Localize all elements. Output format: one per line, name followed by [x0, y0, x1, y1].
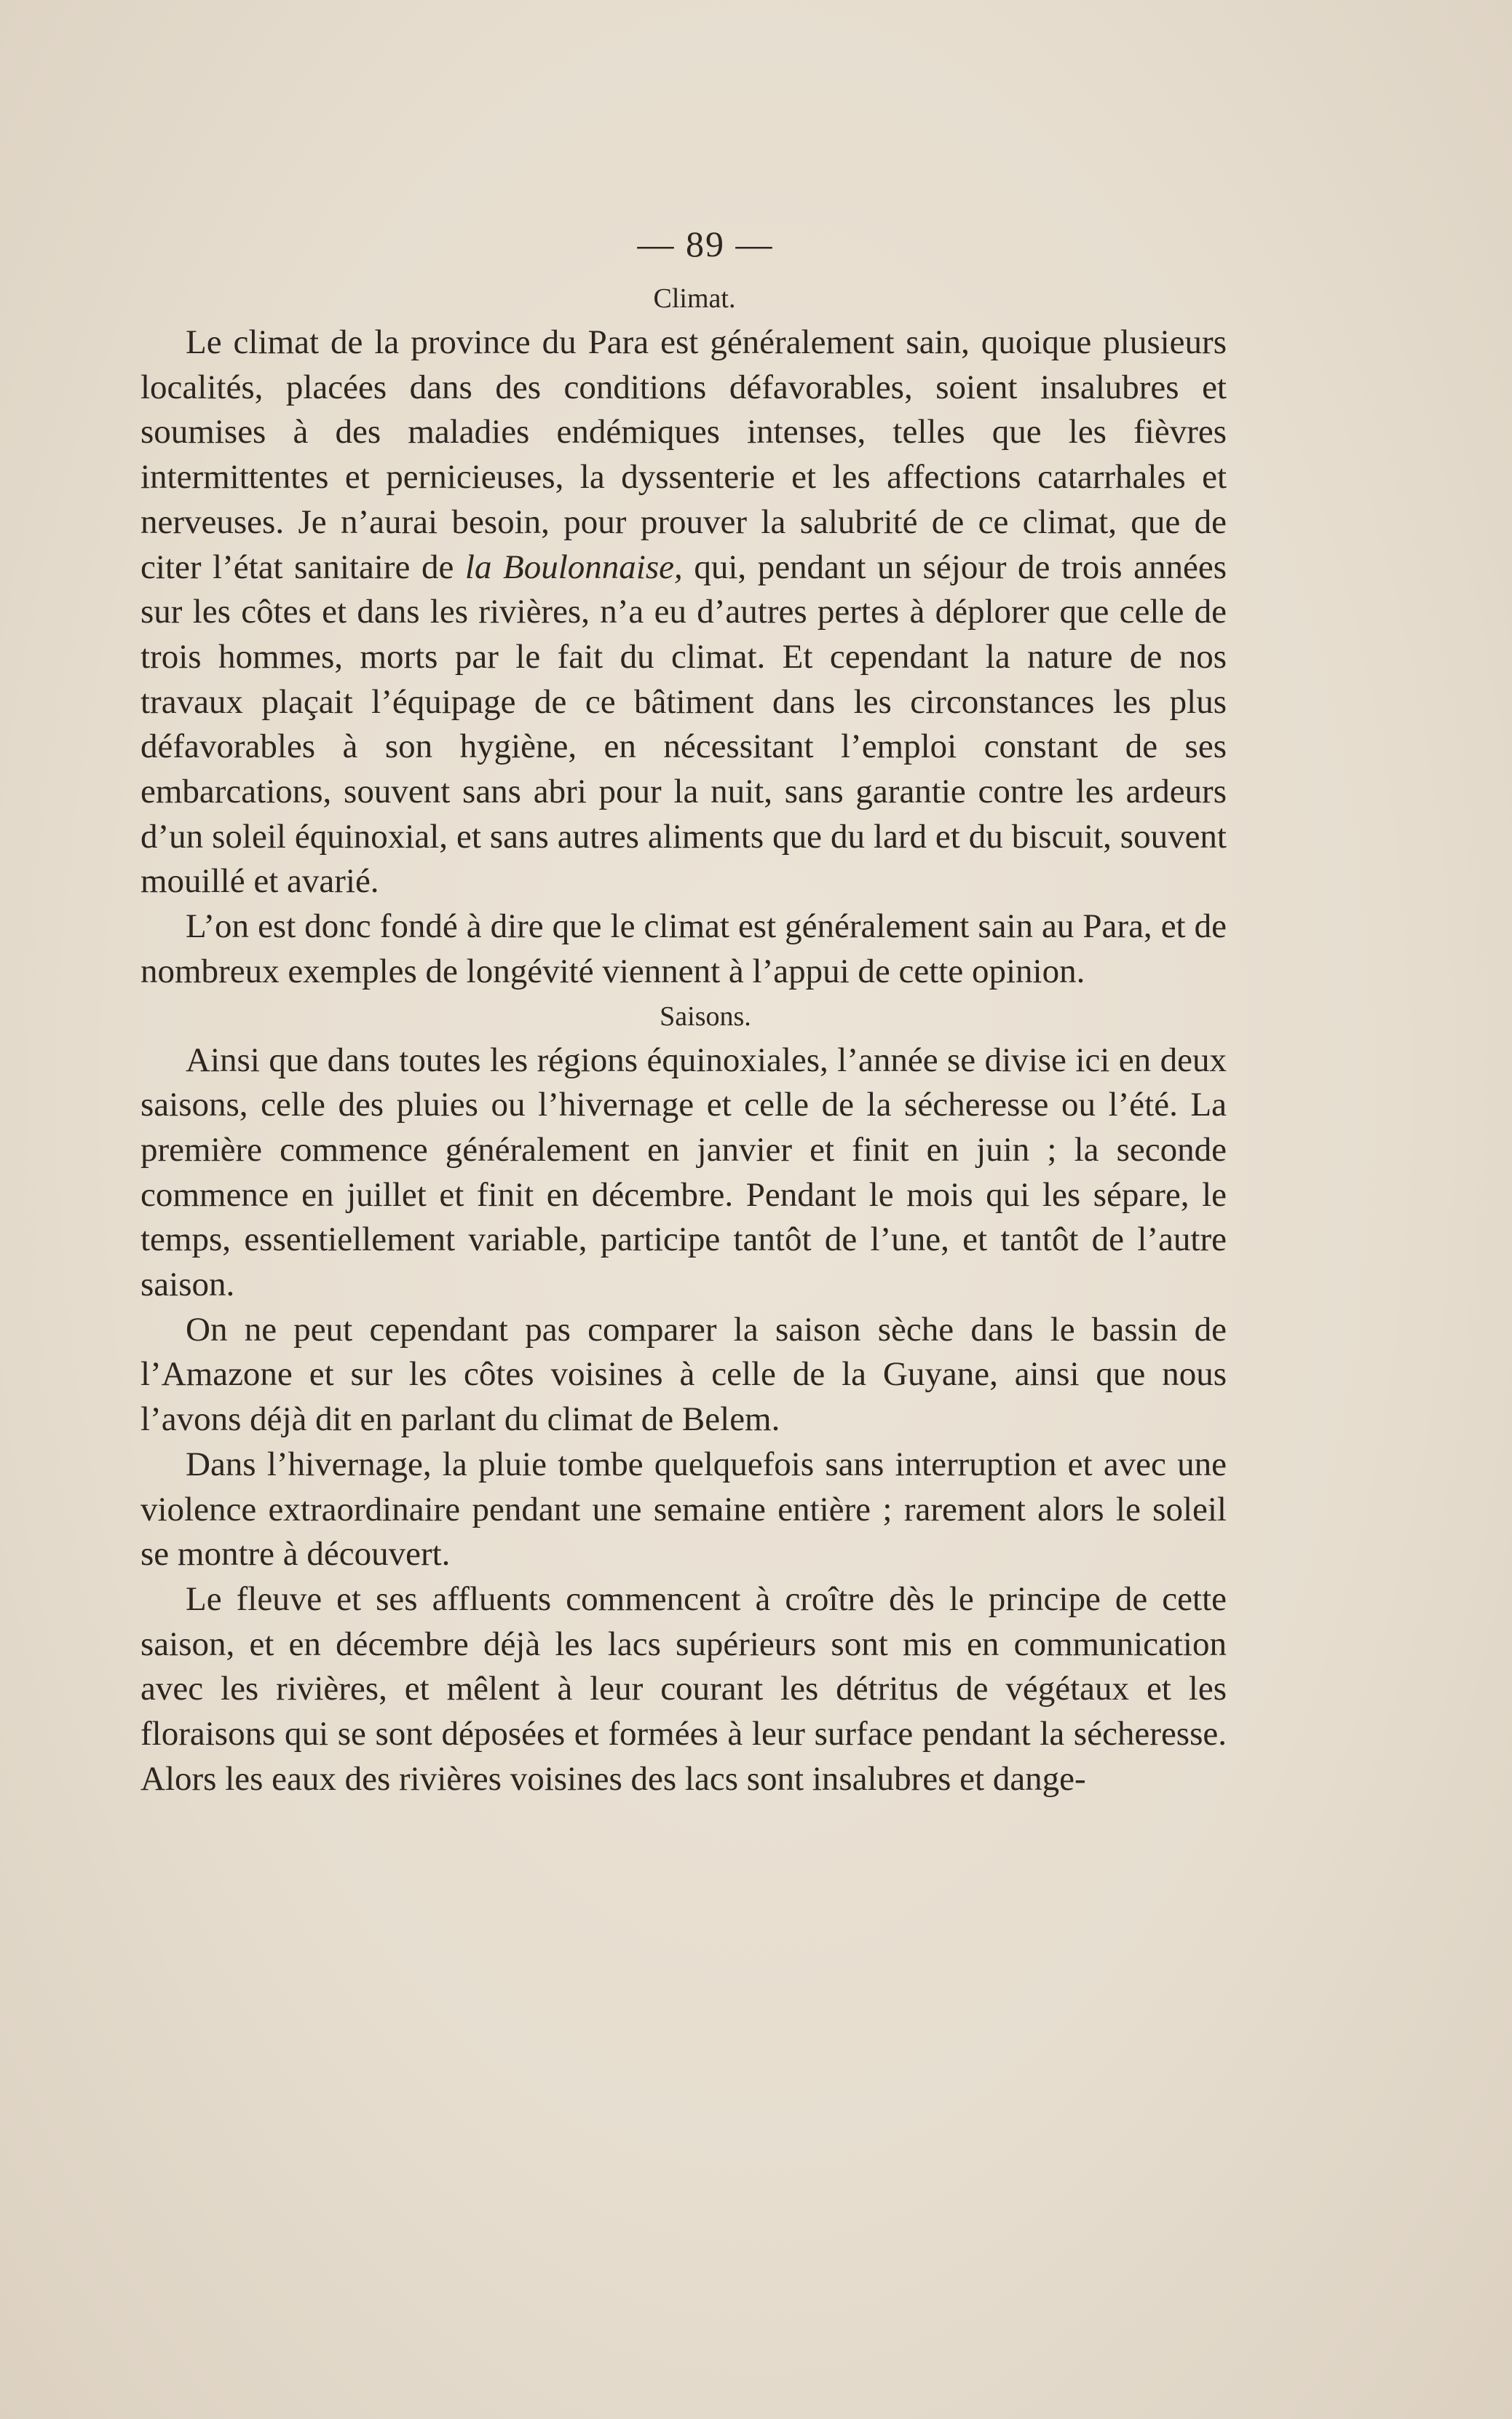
- page-text-column: [140, 211, 1227, 1802]
- section-heading-saisons: Saisons.: [660, 1001, 751, 1032]
- ship-name: la Boulonnaise,: [464, 548, 683, 586]
- section-heading-climat: Climat.: [653, 283, 736, 314]
- page-number: — 89 —: [637, 224, 774, 264]
- paragraph-saisons-3: Dans l’hivernage, la pluie tombe quelquefois sans interruption et avec une violence extraordinaire pendant une semaine entière ; rarement alors le soleil se montre à découvert.: [140, 1445, 1227, 1574]
- paragraph-saisons-4: Le fleuve et ses affluents commencent à croître dès le principe de cette saison, et en décembre déjà les lacs supérieurs sont mis en communication avec les rivières, et mêlent à leur courant les détritus de végétaux et les floraisons qui se sont déposées et formées à leur surface pendant la sécheresse. Alors les eaux des rivières voisines des lacs sont insalubres et dange-: [140, 1579, 1227, 1798]
- paragraph-text: Le climat de la province du Para est généralement sain, quoique plusieurs localités, placées dans des conditions défavorables, soient insalubres et soumises à des maladies endémiques intenses, telles que les fièvres intermittentes et pernicieuses, la dyssenterie et les affections catarrhales et nerveuses. Je n’aurai besoin, pour prouver la salubrité de ce climat, que de citer l’état sanitaire de: [140, 323, 1227, 586]
- paragraph-text: qui, pendant un séjour de trois années sur les côtes et dans les rivières, n’a eu d’autres pertes à déplorer que celle de trois hommes, morts par le fait du climat. Et cependant la nature de nos travaux plaçait l’équipage de ce bâtiment dans les circonstances les plus défavorables à son hygiène, en nécessitant l’emploi constant de ses embarcations, souvent sans abri pour la nuit, sans garantie contre les ardeurs d’un soleil équinoxial, et sans autres aliments que du lard et du biscuit, souvent mouillé et avarié.: [140, 548, 1227, 901]
- paragraph-climat-2: L’on est donc fondé à dire que le climat est généralement sain au Para, et de nombreux exemples de longévité viennent à l’appui de cette opinion.: [140, 907, 1227, 990]
- paragraph-saisons-1: Ainsi que dans toutes les régions équinoxiales, l’année se divise ici en deux saisons, celle des pluies ou l’hivernage et celle de la sécheresse ou l’été. La première commence généralement en janvier et finit en juin ; la seconde commence en juillet et finit en décembre. Pendant le mois qui les sépare, le temps, essentiellement variable, participe tantôt de l’une, et tantôt de l’autre saison.: [140, 1041, 1227, 1304]
- paragraph-climat-1: [140, 320, 1227, 904]
- paragraph-saisons-2: On ne peut cependant pas comparer la saison sèche dans le bassin de l’Amazone et sur les côtes voisines à celle de la Guyane, ainsi que nous l’avons déjà dit en parlant du climat de Belem.: [140, 1310, 1227, 1439]
